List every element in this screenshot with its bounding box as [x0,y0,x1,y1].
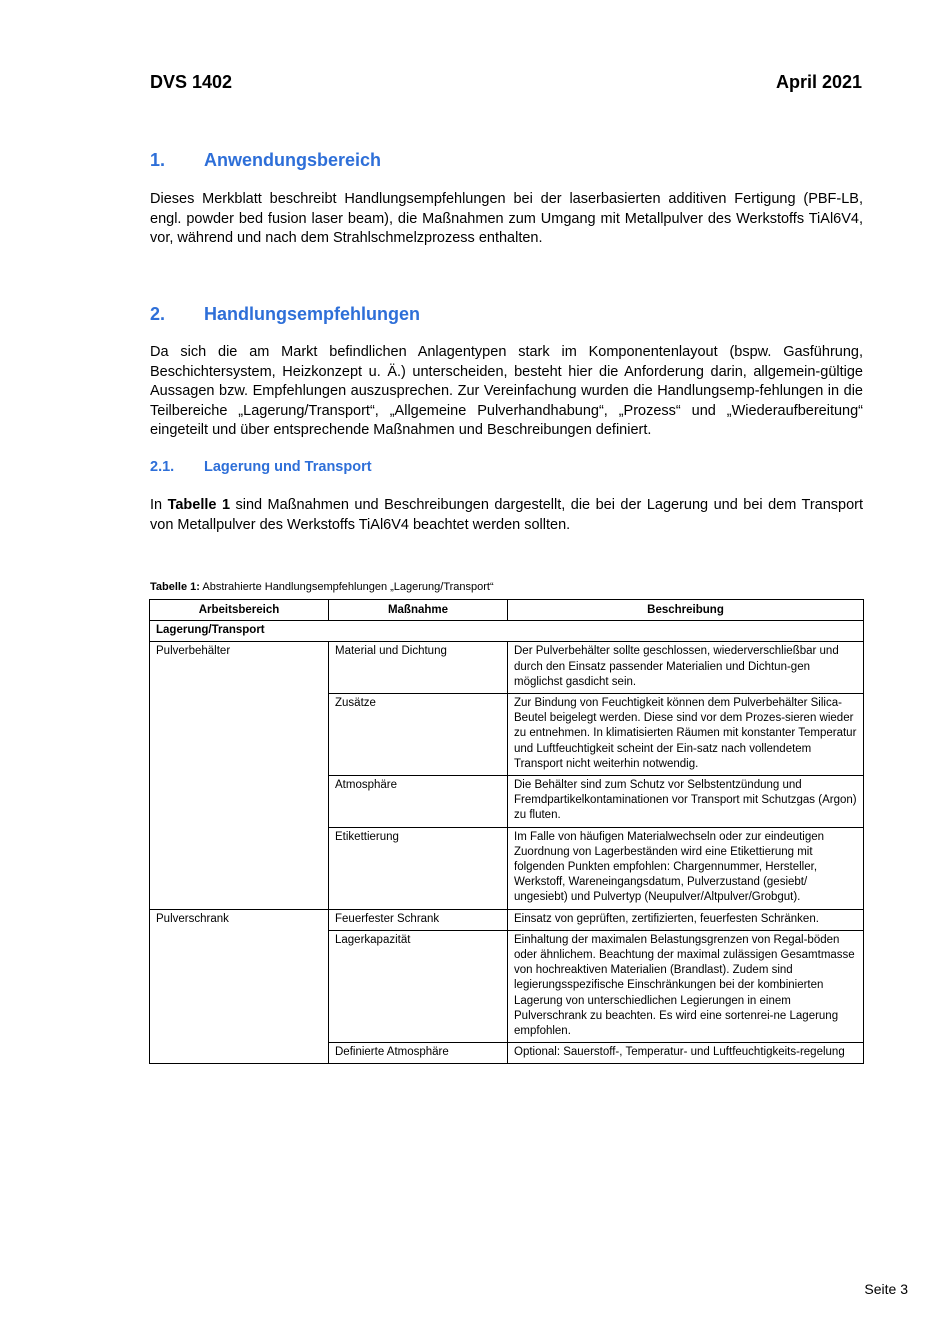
measure-cell: Definierte Atmosphäre [329,1043,508,1064]
description-cell: Der Pulverbehälter sollte geschlossen, wiederverschließbar und durch den Einsatz passender Materialien und Dichtun-gen möglichst gasdicht sein. [508,642,864,694]
description-cell: Im Falle von häufigen Materialwechseln oder zur eindeutigen Zuordnung von Lagerbeständen wird eine Etikettierung mit folgenden Punkten empfohlen: Chargennummer, Hersteller, Werkstoff, Wareneingangsdatum, Pulverzustand (gesiebt/ ungesiebt) und Pulvertyp (Neupulver/Altpulver/Grobgut). [508,827,864,909]
header-arbeitsbereich: Arbeitsbereich [150,600,329,621]
section-1-title: Anwendungsbereich [204,150,382,170]
description-cell: Einhaltung der maximalen Belastungsgrenzen von Regal-böden oder ähnlichem. Beachtung der maximal zulässigen Gesamtmasse von hochreaktiven Materialien (Brandlast). Zudem sind legierungsspezifische Einschränkungen bei der kombinierten Lagerung von unterschiedlichen Legierungen in einem Pulverschrank zu beachten. Es wird eine sortenrei-ne Lagerung empfohlen. [508,930,864,1042]
measure-cell: Lagerkapazität [329,930,508,1042]
header-massnahme: Maßnahme [329,600,508,621]
section-2-1-text-pre: In [150,497,168,513]
document-id: DVS 1402 [150,72,233,92]
table-caption-text: Abstrahierte Handlungsempfehlungen „Lagerung/Transport“ [199,581,494,593]
section-1-number: 1. [150,150,166,170]
measure-cell: Zusätze [329,694,508,776]
table-group-row [150,621,864,642]
description-cell: Optional: Sauerstoff-, Temperatur- und Luftfeuchtigkeits-regelung [508,1043,864,1064]
section-2-number: 2. [150,304,166,324]
section-2-1-text [150,496,863,535]
group-label: Lagerung/Transport [150,621,864,642]
table-row [150,642,864,694]
section-2-heading [150,304,420,325]
section-1-heading [150,150,381,171]
area-cell: Pulverbehälter [150,642,329,909]
description-cell: Zur Bindung von Feuchtigkeit können dem Pulverbehälter Silica-Beutel beigelegt werden. Diese sind vor dem Prozes-sieren wieder zu entnehmen. In klimatisierten Räumen mit konstanter Temperatur und Luftfeuchtigkeit scheint der Ein-satz nach vollendetem Transport nicht weiterhin notwendig. [508,694,864,776]
table-caption [150,581,494,593]
table-header-row [150,600,864,621]
section-2-1-text-post: sind Maßnahmen und Beschreibungen dargestellt, die bei der Lagerung und bei dem Transport von Metallpulver des Werkstoffs TiAl6V4 beachtet werden sollten. [150,497,864,533]
measure-cell: Material und Dichtung [329,642,508,694]
description-cell: Die Behälter sind zum Schutz vor Selbstentzündung und Fremdpartikelkontaminationen vor Transport mit Schutzgas (Argon) zu fluten. [508,776,864,828]
area-cell: Pulverschrank [150,909,329,1064]
table-reference: Tabelle 1 [167,497,231,513]
page-number: Seite 3 [864,1281,908,1297]
section-2-1-heading [150,459,372,475]
measure-cell: Etikettierung [329,827,508,909]
section-2-1-number: 2.1. [150,459,175,475]
header-beschreibung: Beschreibung [508,600,864,621]
recommendations-table [149,599,864,1064]
measure-cell: Atmosphäre [329,776,508,828]
section-2-title: Handlungsempfehlungen [204,304,420,324]
section-2-1-title: Lagerung und Transport [204,459,372,475]
document-date: April 2021 [775,72,862,92]
section-2-text: Da sich die am Markt befindlichen Anlagentypen stark im Komponentenlayout (bspw. Gasführung, Beschichtersystem, Heizkonzept u. Ä.) unterscheiden, besteht hier die Anforderung darin, allgemein-gültige Aussagen bzw. Empfehlungen auszusprechen. Zur Vereinfachung wurden die Handlungsemp-fehlungen in die Teilbereiche „Lagerung/Transport“, „Allgemeine Pulverhandhabung“, „Prozess“ und „Wiederaufbereitung“ eingeteilt und über entsprechende Maßnahmen und Beschreibungen definiert. [150,344,863,438]
section-1-text: Dieses Merkblatt beschreibt Handlungsempfehlungen bei der laserbasierten additiven Fertigung (PBF-LB, engl. powder bed fusion laser beam), die Maßnahmen zum Umgang mit Metallpulver des Werkstoffs TiAl6V4, vor, während und nach dem Strahlschmelzprozess enthalten. [150,191,863,246]
table-row [150,909,864,930]
description-cell: Einsatz von geprüften, zertifizierten, feuerfesten Schränken. [508,909,864,930]
table-caption-label: Tabelle 1: [150,581,200,593]
measure-cell: Feuerfester Schrank [329,909,508,930]
